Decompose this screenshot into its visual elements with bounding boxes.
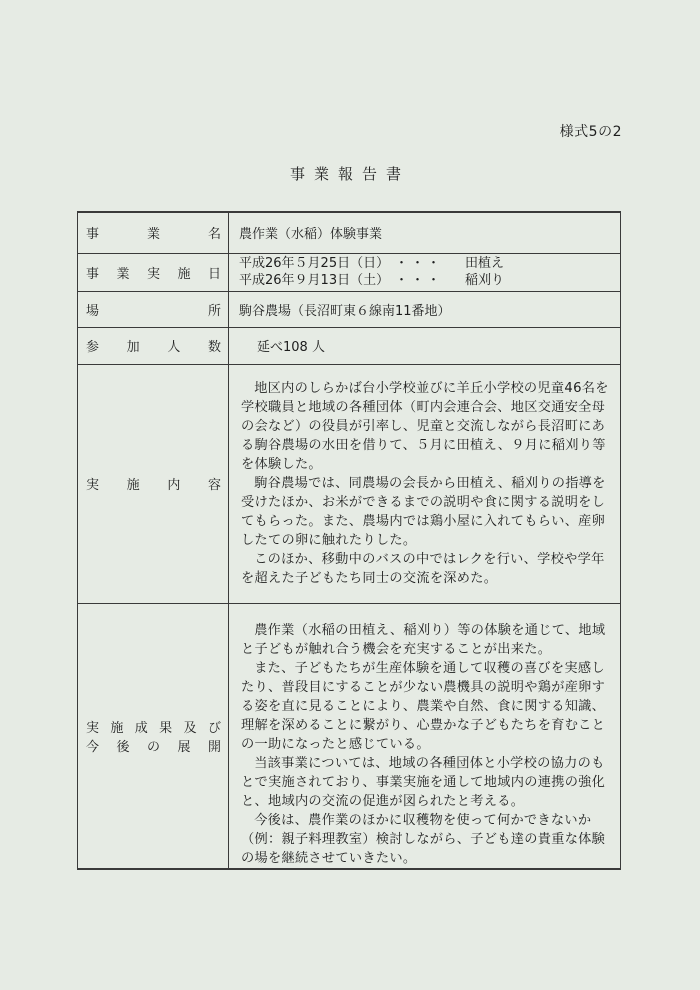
row-participants [78,327,621,364]
value-content [229,364,621,603]
row-implementation-date [78,253,621,291]
content-paragraph: 駒谷農場では、同農場の会長から田植え、稲刈りの指導を受けたほか、お米ができるまでの説明や食に関する説明をしてもらった。また、農場内では鶏小屋に入れてもらい、産卵したての卵に触れたりした。 [241,475,606,548]
row-project-name [78,212,621,253]
report-table [77,211,621,870]
results-paragraph: 今後は、農作業のほかに収穫物を使って何かできないか（例：親子料理教室）検討しながら、子ども達の貴重な体験の場を継続させていきたい。 [241,812,606,866]
row-place [78,291,621,327]
label-participants: 参 加 人 数 [78,327,229,364]
value-results [229,603,621,869]
row-content [78,364,621,603]
label-content: 実 施 内 容 [78,364,229,603]
row-results [78,603,621,869]
results-paragraph: 当該事業については、地域の各種団体と小学校の協力のもとで実施されており、事業実施を通して地域内の連携の強化と、地域内の交流の促進が図られたと考える。 [241,755,606,809]
value-place: 駒谷農場（長沼町東６線南11番地） [229,291,621,327]
date-entry: 平成26年５月25日（日） ・・・ 田植え [239,256,505,271]
date-entry: 平成26年９月13日（土） ・・・ 稲刈り [239,273,505,288]
results-paragraph: 農作業（水稲の田植え、稲刈り）等の体験を通じて、地域と子どもが触れ合う機会を充実することが出来た。 [241,622,606,657]
label-project-name: 事 業 名 [78,212,229,253]
value-implementation-dates [229,253,621,291]
label-place: 場 所 [78,291,229,327]
label-implementation-date: 事 業 実 施 日 [78,253,229,291]
form-id: 様式5の2 [559,124,622,140]
value-participants: 延べ108 人 [229,327,621,364]
value-project-name: 農作業（水稲）体験事業 [229,212,621,253]
content-paragraph: このほか、移動中のバスの中ではレクを行い、学校や学年を超えた子どもたち同士の交流を深めた。 [241,551,605,586]
page-title: 事業報告書 [289,165,410,183]
content-paragraph: 地区内のしらかば台小学校並びに羊丘小学校の児童46名を学校職員と地域の各種団体（町内会連合会、地区交通安全母の会など）の役員が引率し、児童と交流しながら長沼町にある駒谷農場の水田を借りて、５月に田植え、９月に稲刈り等を体験した。 [241,380,609,472]
label-results: 実 施 成 果 及 び 今 後 の 展 開 [78,603,229,869]
results-paragraph: また、子どもたちが生産体験を通して収穫の喜びを実感したり、普段目にすることが少ない農機具の説明や鶏が産卵する姿を直に見ることにより、農業や自然、食に関する知識、理解を深めることに繋がり、心豊かな子どもたちを育むことの一助になったと感じている。 [241,660,606,752]
